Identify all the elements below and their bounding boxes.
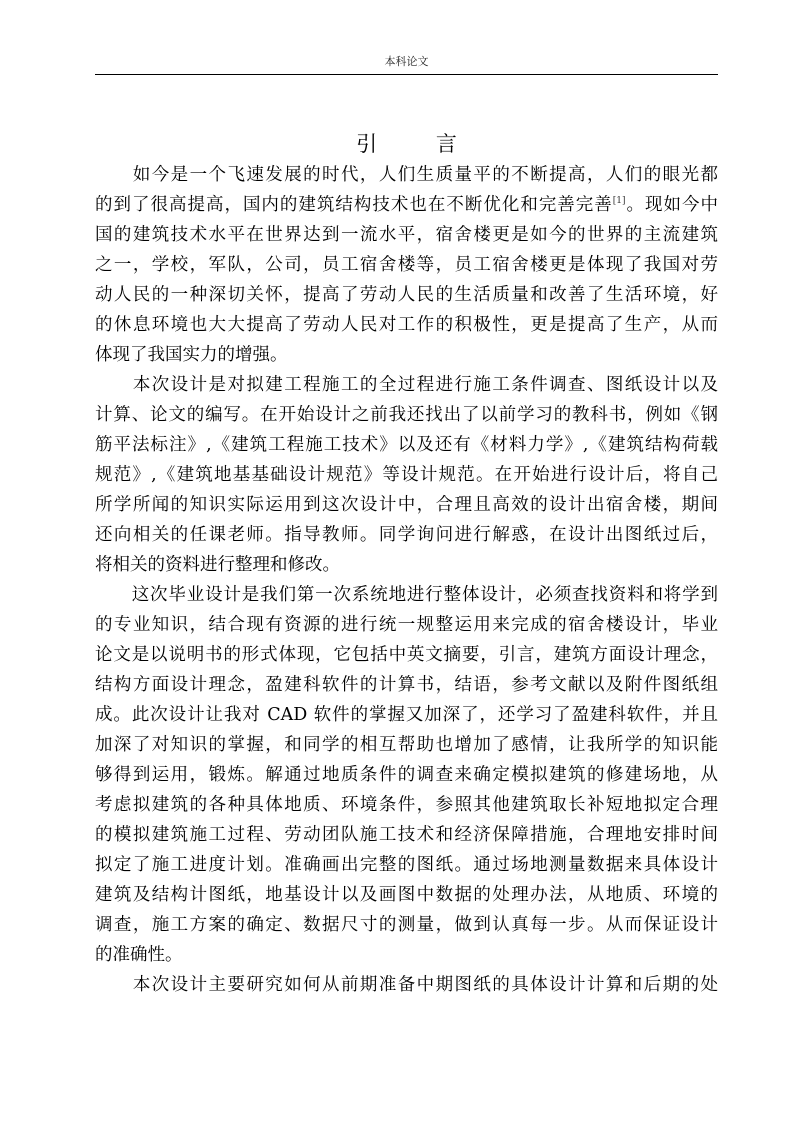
citation-marker: [1] (612, 196, 626, 207)
line-text: 规范》,《建筑地基基础设计规范》等设计规范。在开始进行设计后，将自己 (95, 465, 718, 485)
text-line (95, 880, 718, 910)
text-line (95, 760, 718, 790)
line-text: 论文是以说明书的形式体现，它包括中英文摘要，引言，建筑方面设计理念， (95, 645, 718, 665)
line-text: 如今是一个飞速发展的时代，人们生质量平的不断提高，人们的眼光都 (95, 165, 718, 185)
text-line (95, 940, 718, 970)
line-text: 国的建筑技术水平在世界达到一流水平，宿舍楼更是如今的世界的主流建筑 (95, 225, 718, 245)
text-line (95, 910, 718, 940)
line-text: 的到了很高提高，国内的建筑结构技术也在不断优化和完善完善 (95, 195, 613, 215)
line-text: 的休息环境也大大提高了劳动人民对工作的积极性，更是提高了生产，从而 (95, 315, 718, 335)
line-text: 拟定了施工进度计划。准确画出完整的图纸。通过场地测量数据来具体设计 (95, 855, 718, 875)
line-text: 本次设计是对拟建工程施工的全过程进行施工条件调查、图纸设计以及 (95, 375, 718, 395)
line-text: 建筑及结构计图纸，地基设计以及画图中数据的处理办法，从地质、环境的 (95, 885, 718, 905)
text-line (95, 550, 718, 580)
header-divider (95, 74, 718, 75)
text-line (95, 490, 718, 520)
line-text: 之一，学校，军队，公司，员工宿舍楼等，员工宿舍楼更是体现了我国对劳 (95, 255, 718, 275)
line-text: 这次毕业设计是我们第一次系统地进行整体设计，必须查找资料和将学到 (95, 585, 718, 605)
text-line (95, 640, 718, 670)
paragraph (95, 970, 718, 1000)
paragraph (95, 370, 718, 580)
line-text: 本次设计主要研究如何从前期准备中期图纸的具体设计计算和后期的处 (95, 975, 718, 995)
text-line (95, 190, 718, 220)
text-line (95, 460, 718, 490)
page-header: 本科论文 (384, 55, 429, 68)
line-text: 考虑拟建筑的各种具体地质、环境条件，参照其他建筑取长补短地拟定合理 (95, 795, 718, 815)
text-line (95, 400, 718, 430)
line-text-tail: 。现如今中 (625, 195, 718, 215)
section-title: 引 言 (356, 132, 483, 156)
text-line (95, 610, 718, 640)
text-line (95, 670, 718, 700)
body-text (95, 160, 718, 1000)
text-line (95, 850, 718, 880)
line-text: 够得到运用，锻炼。解通过地质条件的调查来确定模拟建筑的修建场地，从 (95, 765, 718, 785)
line-text: 调查，施工方案的确定、数据尺寸的测量，做到认真每一步。从而保证设计 (95, 915, 718, 935)
text-line (95, 160, 718, 190)
text-line (95, 820, 718, 850)
text-line (95, 700, 718, 730)
text-line (95, 250, 718, 280)
paragraph (95, 580, 718, 970)
text-line (95, 370, 718, 400)
text-line (95, 970, 718, 1000)
paragraph (95, 160, 718, 370)
line-text: 的准确性。 (95, 945, 183, 965)
text-line (95, 520, 718, 550)
line-text: 加深了对知识的掌握，和同学的相互帮助也增加了感情，让我所学的知识能 (95, 735, 718, 755)
text-line (95, 790, 718, 820)
text-line (95, 340, 718, 370)
line-text: 的专业知识，结合现有资源的进行统一规整运用来完成的宿舍楼设计，毕业 (95, 615, 718, 635)
line-text: 体现了我国实力的增强。 (95, 345, 288, 365)
text-line (95, 280, 718, 310)
text-line (95, 430, 718, 460)
line-text: 将相关的资料进行整理和修改。 (95, 555, 340, 575)
line-text: 成。此次设计让我对 CAD 软件的掌握又加深了，还学习了盈建科软件，并且 (95, 705, 718, 725)
text-line (95, 220, 718, 250)
line-text: 计算、论文的编写。在开始设计之前我还找出了以前学习的教科书，例如《钢 (95, 405, 718, 425)
text-line (95, 580, 718, 610)
line-text: 的模拟建筑施工过程、劳动团队施工技术和经济保障措施，合理地安排时间 (95, 825, 718, 845)
text-line (95, 310, 718, 340)
text-line (95, 730, 718, 760)
line-text: 还向相关的任课老师。指导教师。同学询问进行解惑，在设计出图纸过后， (95, 525, 718, 545)
line-text: 所学所闻的知识实际运用到这次设计中，合理且高效的设计出宿舍楼，期间 (95, 495, 718, 515)
line-text: 筋平法标注》,《建筑工程施工技术》以及还有《材料力学》,《建筑结构荷载 (95, 435, 718, 455)
line-text: 动人民的一种深切关怀，提高了劳动人民的生活质量和改善了生活环境，好 (95, 285, 718, 305)
line-text: 结构方面设计理念，盈建科软件的计算书，结语，参考文献以及附件图纸组 (95, 675, 718, 695)
